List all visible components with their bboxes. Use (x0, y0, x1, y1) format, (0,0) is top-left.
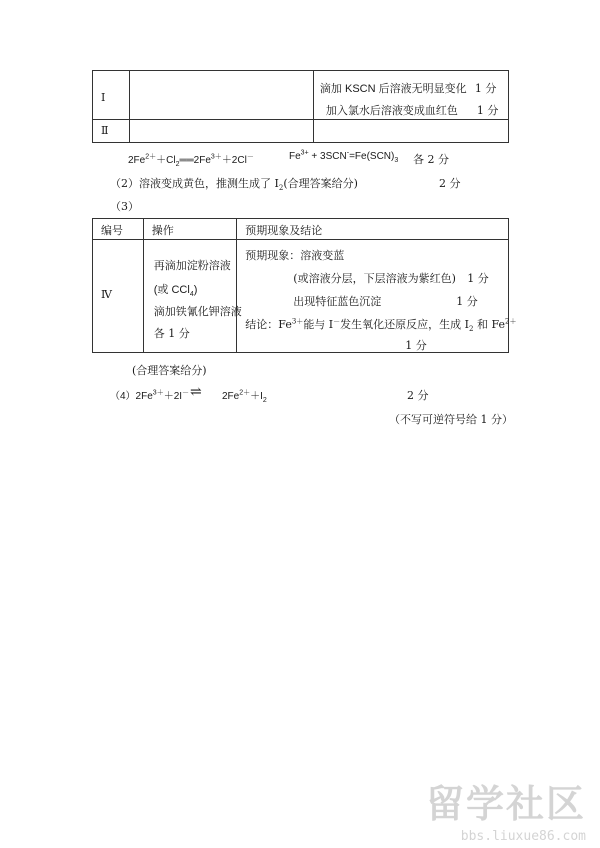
eq1-sup5: - (346, 149, 350, 157)
res-line4 (245, 316, 516, 332)
res-line2: (或溶液分层，下层溶液为紫红色) (293, 272, 456, 285)
res4-sup2: － (333, 317, 341, 326)
q4-sup1: 3＋ (152, 389, 164, 397)
header-number-text: 编号 (101, 224, 123, 237)
header-operation-text: 操作 (151, 224, 174, 237)
q2-sub: 2 (278, 184, 284, 193)
table2-header-operation (143, 219, 237, 240)
reversible-arrow-icon: ⇌ (190, 384, 202, 400)
table1-row2-op-cell (129, 120, 313, 143)
table1-row1-line2: 加入氯水后溶液变成血红色 (325, 104, 458, 117)
eq1-sup4: 3+ (300, 149, 309, 157)
op-line3: 滴加铁氰化钾溶液 (153, 305, 242, 318)
table1-row1-result-cell (313, 71, 508, 120)
watermark-logo: 留学社区 (425, 782, 586, 826)
eq1-sup3: － (246, 153, 254, 161)
q2-suffix: (合理答案给分) (283, 177, 358, 190)
table1-row2-result-cell (313, 120, 508, 143)
q4-equation-right (222, 387, 267, 402)
table1-row1-line1-score: 1 分 (474, 82, 497, 95)
op-line2-sub: 4 (189, 291, 194, 299)
equation-fe-scn (289, 151, 398, 162)
note-no-reversible-sign: （不写可逆符号给 1 分） (389, 413, 513, 426)
table1-row1-label-cell (93, 71, 130, 120)
res4-c: 发生氧化还原反应，生成 I (340, 318, 469, 331)
q4-sub: 2 (262, 397, 267, 404)
res4-b: 能与 I (303, 318, 334, 331)
equation-fe-cl (128, 151, 254, 166)
res4-sup1: 3＋ (291, 317, 304, 326)
op-line2 (154, 281, 198, 297)
table1-row2-label-cell (93, 120, 130, 143)
table2-result-cell (237, 240, 517, 353)
q4-equation (110, 387, 189, 402)
res4-sup3: 2＋ (505, 317, 517, 326)
eq1-sup1: 2＋ (145, 153, 157, 161)
q4-part2: ＋2I (163, 391, 183, 402)
res-line3-score: 1 分 (456, 295, 478, 308)
op-line2-b: ) (193, 284, 198, 296)
eq1-sup2: 3＋ (210, 153, 222, 161)
q4-part4: ＋I (250, 391, 263, 402)
eq1-part1: 2Fe (128, 155, 146, 166)
table2-operation-cell (143, 240, 242, 353)
table2-number-cell (93, 240, 144, 353)
q2-score: 2 分 (439, 177, 461, 190)
eq1-score: 各 2 分 (413, 153, 449, 166)
eq1-part5: Fe (289, 151, 301, 162)
eq1-part4: ＋2Cl (221, 155, 247, 166)
eq1-sub2: 3 (394, 157, 399, 164)
op-line4: 各 1 分 (153, 327, 190, 340)
res-line5-score: 1 分 (405, 339, 427, 352)
res4-sub: 2 (469, 325, 474, 334)
q4-sup3: 2＋ (239, 389, 251, 397)
eq1-sub1: 2 (175, 161, 180, 168)
eq1-part3: ══2Fe (179, 155, 211, 166)
eq1-part6: + 3SCN (308, 151, 347, 162)
q2-answer (110, 175, 358, 191)
header-result-text: 预期现象及结论 (245, 224, 323, 237)
q4-part3: 2Fe (222, 391, 240, 402)
table1-row2-label: Ⅱ (101, 124, 109, 137)
q3-label: （3） (110, 200, 139, 213)
res-line2-score: 1 分 (467, 272, 489, 285)
q4-prefix: （4）2Fe (110, 391, 153, 402)
q2-prefix: （2）溶液变成黄色，推测生成了 I (110, 177, 279, 190)
op-line1: 再滴加淀粉溶液 (153, 259, 231, 272)
note-reasonable-answer: (合理答案给分) (132, 364, 207, 377)
table1-row1-line2-score: 1 分 (476, 104, 499, 117)
answer-table-1 (92, 70, 509, 143)
table2-header-result (237, 219, 509, 240)
table1-row1-label: Ⅰ (101, 91, 106, 104)
op-line2-a: (或 CCl (153, 284, 190, 296)
res4-d: 和 Fe (473, 318, 506, 331)
res4-a: 结论：Fe (245, 318, 292, 331)
q4-score: 2 分 (407, 389, 429, 402)
table1-row1-line1: 滴加 KSCN 后溶液无明显变化 (319, 83, 467, 95)
res-line3: 出现特征蓝色沉淀 (293, 295, 382, 308)
q4-sup2: － (182, 389, 190, 397)
table2-header-number (93, 219, 144, 240)
eq1-part7: =Fe(SCN) (349, 151, 395, 162)
table2-number-text: Ⅳ (101, 288, 112, 301)
eq1-part2: ＋Cl (156, 155, 176, 166)
watermark-url: bbs.liuxue86.com (460, 829, 586, 844)
table1-row1-op-cell (129, 71, 313, 120)
answer-table-2 (92, 218, 517, 353)
res-line1: 预期现象：溶液变蓝 (245, 249, 345, 262)
